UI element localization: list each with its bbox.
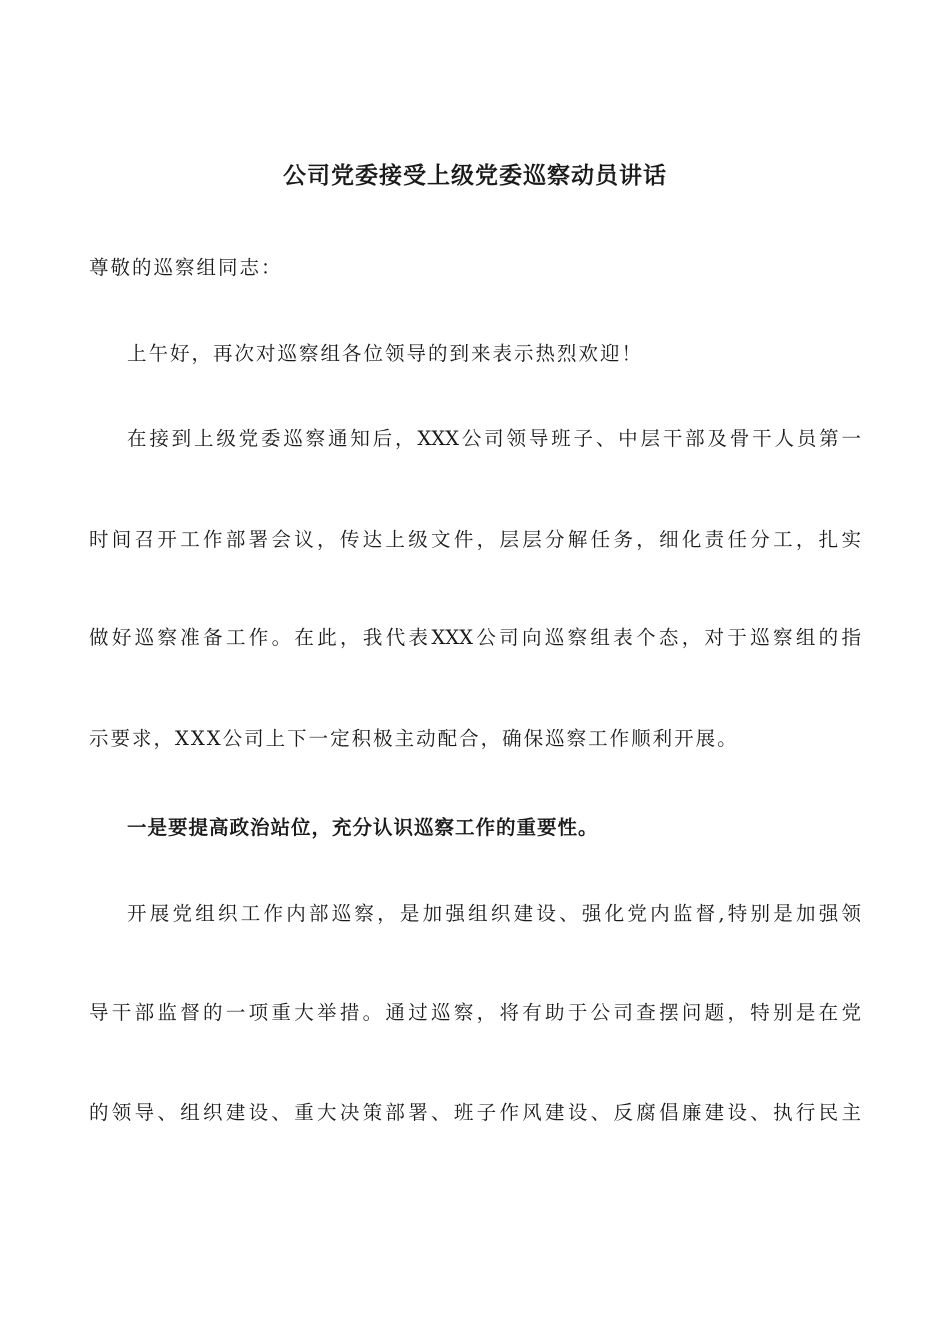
paragraph-1-line-1: 在接到上级党委巡察通知后，XXX公司领导班子、中层干部及骨干人员第一 bbox=[127, 427, 861, 450]
document-title: 公司党委接受上级党委巡察动员讲话 bbox=[283, 162, 667, 189]
paragraph-2-line-3: 的领导、组织建设、重大决策部署、班子作风建设、反腐倡廉建设、执行民主 bbox=[89, 1101, 861, 1124]
paragraph-2-line-1: 开展党组织工作内部巡察，是加强组织建设、强化党内监督,特别是加强领 bbox=[127, 902, 861, 925]
paragraph-1-line-3: 做好巡察准备工作。在此，我代表XXX公司向巡察组表个态，对于巡察组的指 bbox=[89, 626, 861, 649]
section-heading-1: 一是要提高政治站位，充分认识巡察工作的重要性。 bbox=[127, 816, 599, 839]
paragraph-2-line-2: 导干部监督的一项重大举措。通过巡察，将有助于公司查摆问题，特别是在党 bbox=[89, 1001, 861, 1024]
paragraph-1-line-4: 示要求，XXX公司上下一定积极主动配合，确保巡察工作顺利开展。 bbox=[89, 727, 739, 750]
greeting: 上午好，再次对巡察组各位领导的到来表示热烈欢迎！ bbox=[127, 342, 644, 365]
paragraph-1-line-2: 时间召开工作部署会议，传达上级文件，层层分解任务，细化责任分工，扎实 bbox=[89, 528, 861, 551]
salutation: 尊敬的巡察组同志： bbox=[89, 256, 283, 279]
